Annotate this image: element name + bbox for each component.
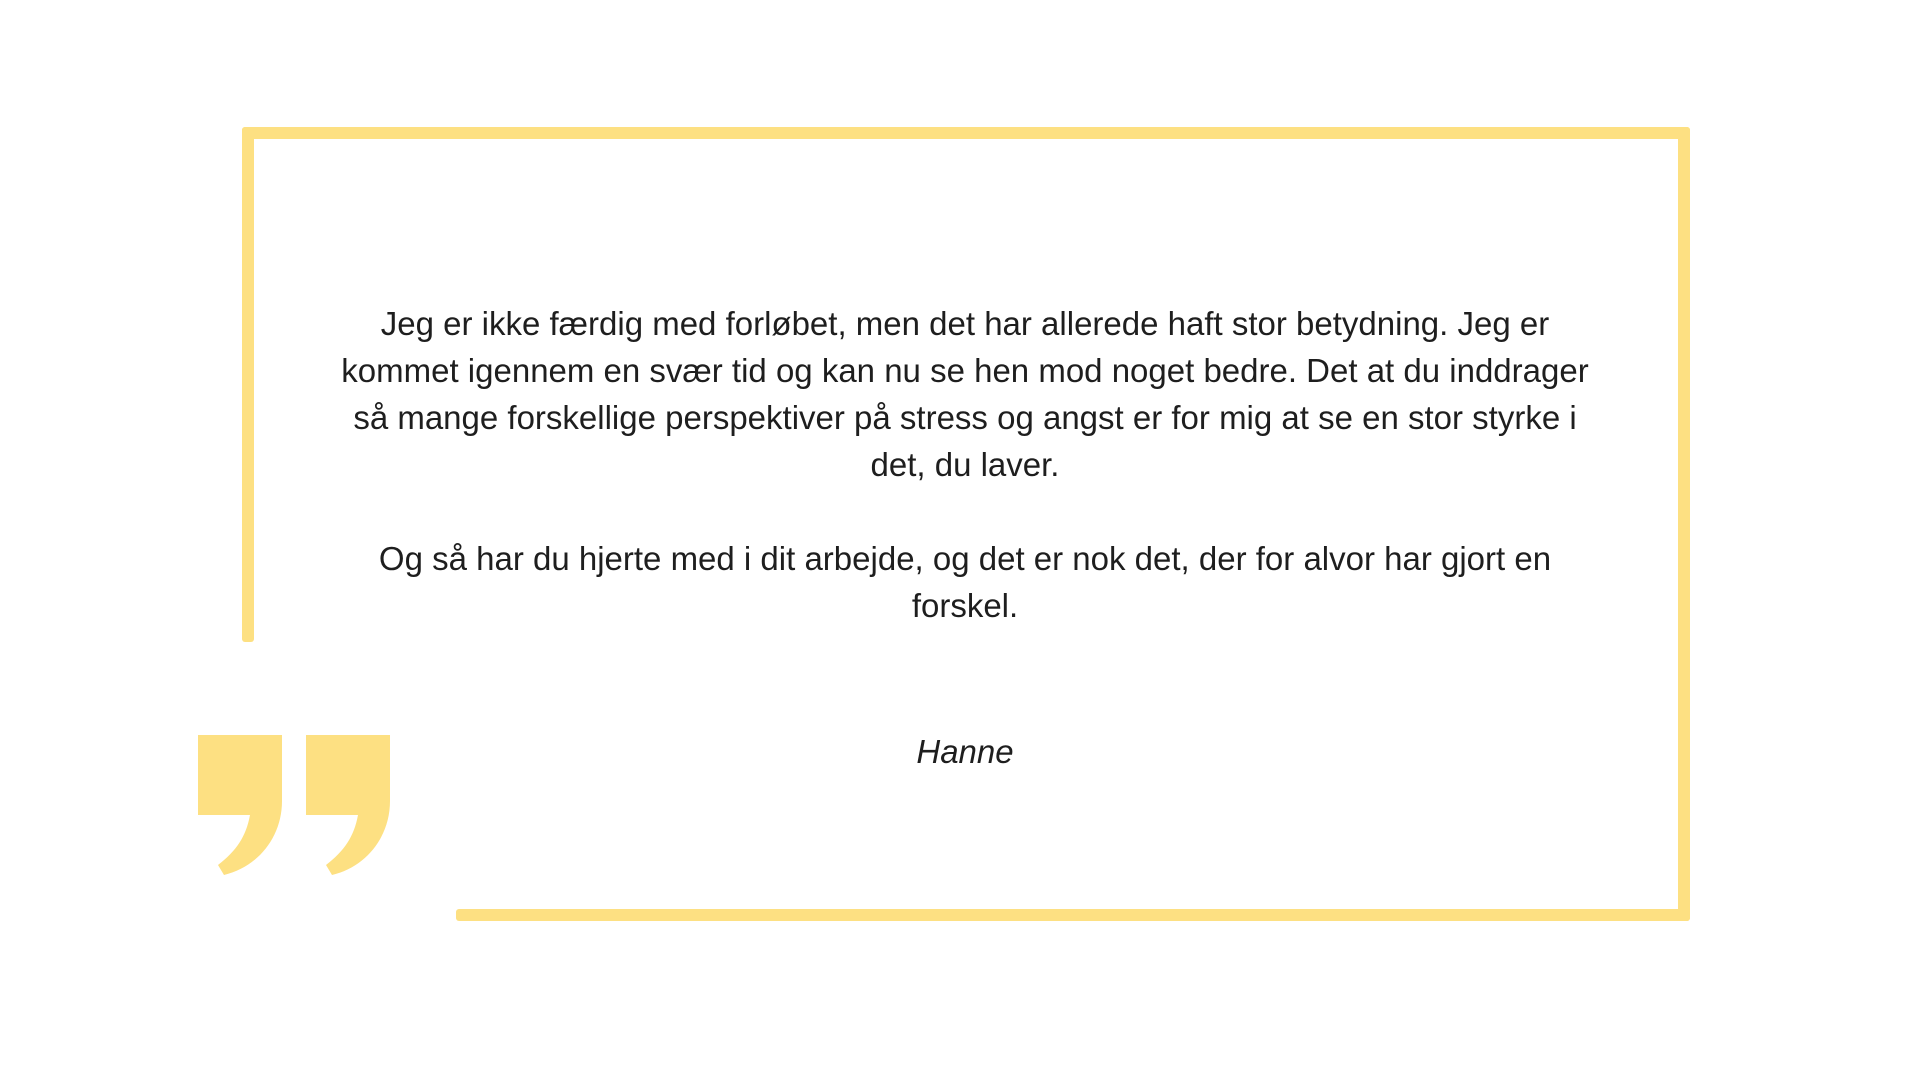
quote-mark-left — [198, 735, 282, 875]
frame-left-border — [242, 127, 254, 642]
frame-top-border — [242, 127, 1690, 139]
quote-paragraph: Og så har du hjerte med i dit arbejde, og det er nok det, der for alvor har gjort en forskel. — [378, 540, 1552, 624]
testimonial-author: Hanne — [916, 733, 1014, 770]
frame-right-border — [1678, 127, 1690, 921]
testimonial-quote — [330, 300, 1600, 629]
frame-bottom-border — [456, 909, 1690, 921]
quote-paragraph: Jeg er ikke færdig med forløbet, men det har allerede haft stor betydning. Jeg er kommet igennem en svær tid og kan nu se hen mod noget bedre. Det at du inddrager så mange forskellige perspektiver på stress og angst er for mig at se en stor styrke i det, du laver. — [341, 305, 1589, 483]
